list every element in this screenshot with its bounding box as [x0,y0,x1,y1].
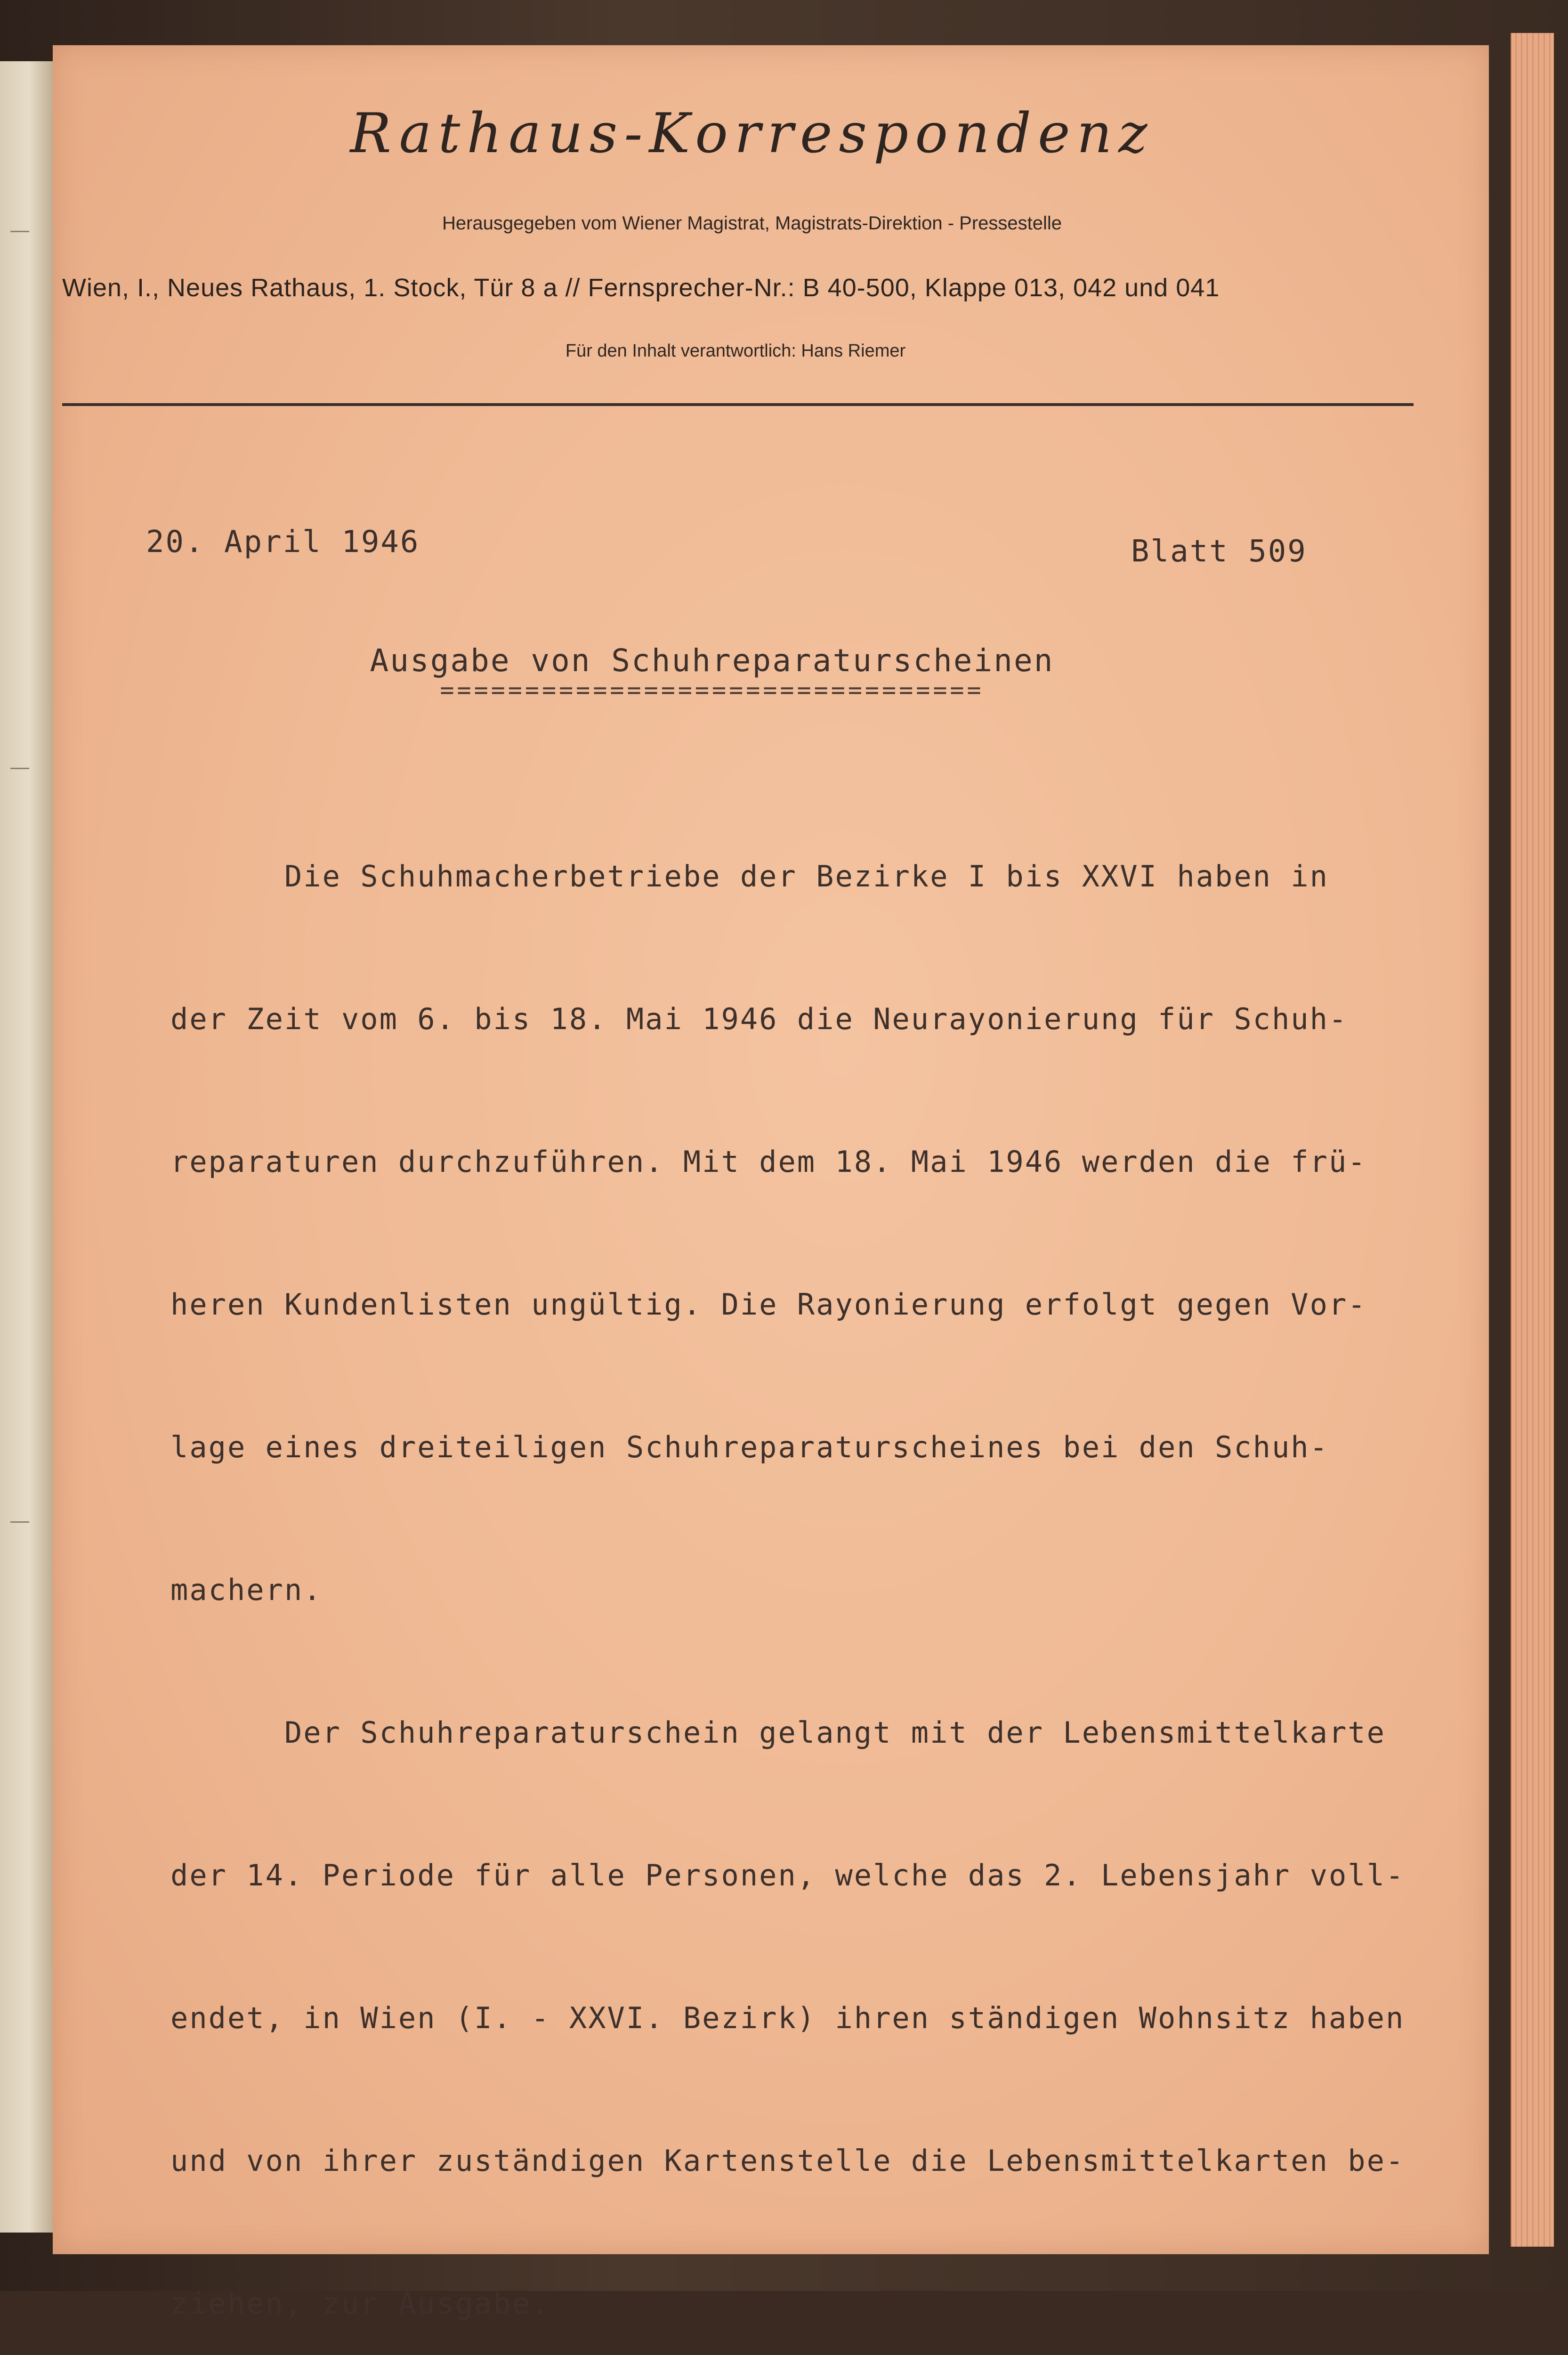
body-line: der 14. Periode für alle Personen, welche das 2. Lebensjahr voll- [170,1858,1405,1892]
masthead-title: Rathaus-Korrespondenz [350,102,1154,165]
document-sheet [53,45,1489,2321]
document-date: 20. April 1946 [146,525,420,560]
body-line: Der Schuhreparaturschein gelangt mit der Lebensmittelkarte [170,1715,1386,1750]
body-line: lage eines dreiteiligen Schuhreparaturscheines bei den Schuh- [170,1430,1329,1464]
page-edge-mark [10,768,29,769]
body-line: machern. [170,1573,323,1607]
adjacent-page-edge [0,61,55,2233]
masthead-divider [62,403,1414,406]
body-line: endet, in Wien (I. - XXVI. Bezirk) ihren ständigen Wohnsitz haben [170,2001,1405,2035]
sheet-number: Blatt 509 [1131,534,1307,569]
body-line: und von ihrer zuständigen Kartenstelle die Lebensmittelkarten be- [170,2144,1405,2178]
body-line: der Zeit vom 6. bis 18. Mai 1946 die Neurayonierung für Schuh- [170,1002,1348,1036]
masthead-responsible: Für den Inhalt verantwortlich: Hans Riemer [565,341,906,361]
body-line: heren Kundenlisten ungültig. Die Rayonierung erfolgt gegen Vor- [170,1287,1367,1322]
document-heading: Ausgabe von Schuhreparaturscheinen [370,642,1054,679]
page-stack-edge [1511,33,1554,2247]
body-line: Die Schuhmacherbetriebe der Bezirke I bis XXVI haben in [170,859,1329,893]
body-line: ziehen, zur Ausgabe. [170,2286,550,2321]
masthead-publisher: Herausgegeben vom Wiener Magistrat, Magistrats-Direktion - Pressestelle [442,213,1062,234]
document-body [170,757,1461,2355]
page-edge-mark [10,231,29,232]
body-line: reparaturen durchzuführen. Mit dem 18. Mai 1946 werden die frü- [170,1145,1367,1179]
masthead [53,45,1489,436]
page-edge-mark [10,1521,29,1523]
heading-underline: ================================ [440,676,984,704]
masthead-address: Wien, I., Neues Rathaus, 1. Stock, Tür 8 a // Fernsprecher-Nr.: B 40-500, Klappe 013, 042 und 041 [62,274,1220,302]
